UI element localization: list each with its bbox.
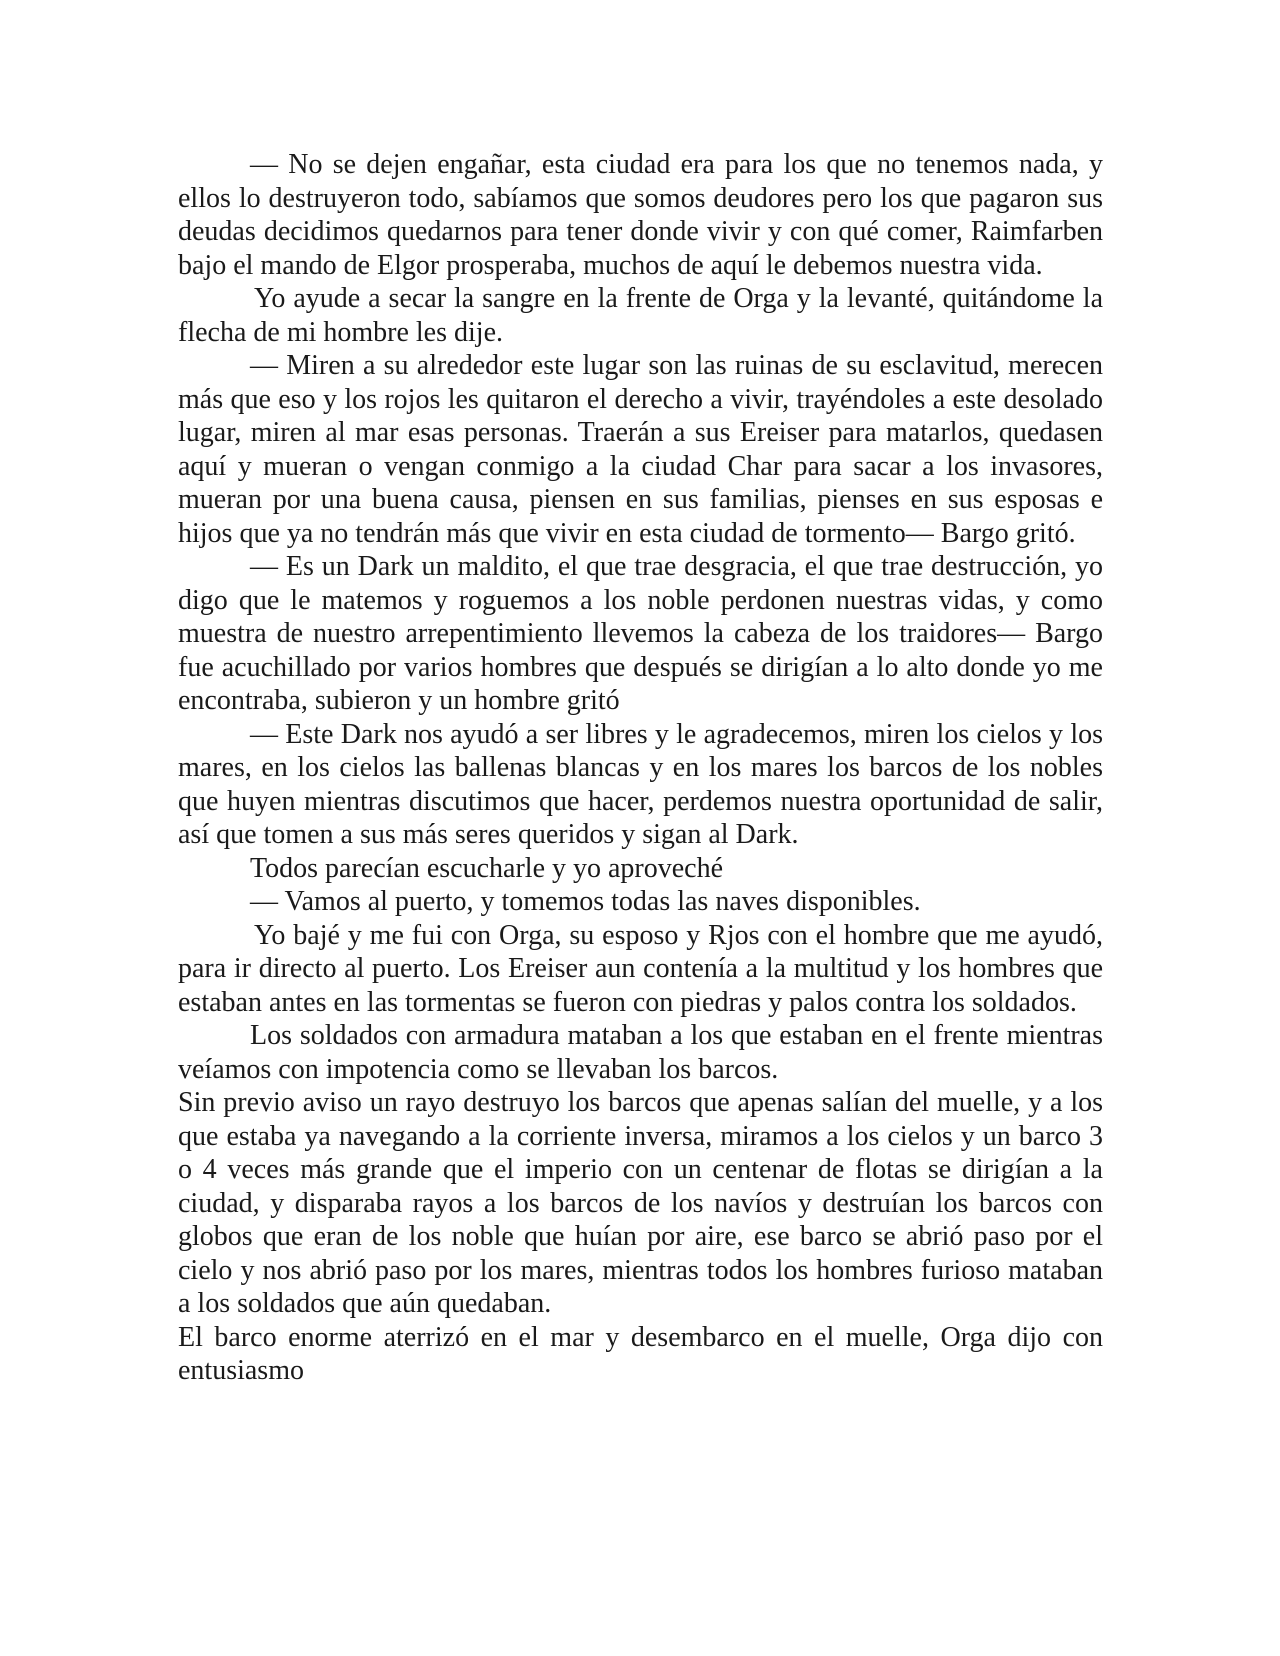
paragraph-5: — Este Dark nos ayudó a ser libres y le agradecemos, miren los cielos y los mares, en los cielos las ballenas blancas y en los mares los barcos de los nobles que huyen mientras discutimos que hacer, perdemos nuestra oportunidad de salir, así que tomen a sus más seres queridos y sigan al Dark. (178, 718, 1103, 850)
document-page (178, 148, 1103, 1388)
paragraph-2: Yo ayude a secar la sangre en la frente de Orga y la levanté, quitándome la flecha de mi hombre les dije. (178, 283, 1103, 348)
paragraph-11: El barco enorme aterrizó en el mar y desembarco en el muelle, Orga dijo con entusiasmo (178, 1321, 1103, 1386)
paragraph-9: Los soldados con armadura mataban a los que estaban en el frente mientras veíamos con impotencia como se llevaban los barcos. (178, 1020, 1103, 1085)
paragraph-3: — Miren a su alrededor este lugar son las ruinas de su esclavitud, merecen más que eso y los rojos les quitaron el derecho a vivir, trayéndoles a este desolado lugar, miren al mar esas personas. Traerán a sus Ereiser para matarlos, quedasen aquí y mueran o vengan conmigo a la ciudad Char para sacar a los invasores, mueran por una buena causa, piensen en sus familias, pienses en sus esposas e hijos que ya no tendrán más que vivir en esta ciudad de tormento— Bargo gritó. (178, 350, 1103, 549)
paragraph-6: Todos parecían escucharle y yo aproveché (250, 852, 724, 884)
paragraph-4: — Es un Dark un maldito, el que trae desgracia, el que trae destrucción, yo digo que le matemos y roguemos a los noble perdonen nuestras vidas, y como muestra de nuestro arrepentimiento llevemos la cabeza de los traidores— Bargo fue acuchillado por varios hombres que después se dirigían a lo alto donde yo me encontraba, subieron y un hombre gritó (178, 551, 1103, 716)
paragraph-10: Sin previo aviso un rayo destruyo los barcos que apenas salían del muelle, y a los que estaba ya navegando a la corriente inversa, miramos a los cielos y un barco 3 o 4 veces más grande que el imperio con un centenar de flotas se dirigían a la ciudad, y disparaba rayos a los barcos de los navíos y destruían los barcos con globos que eran de los noble que huían por aire, ese barco se abrió paso por el cielo y nos abrió paso por los mares, mientras todos los hombres furioso mataban a los soldados que aún quedaban. (178, 1087, 1103, 1319)
paragraph-1: — No se dejen engañar, esta ciudad era para los que no tenemos nada, y ellos lo destruyeron todo, sabíamos que somos deudores pero los que pagaron sus deudas decidimos quedarnos para tener donde vivir y con qué comer, Raimfarben bajo el mando de Elgor prosperaba, muchos de aquí le debemos nuestra vida. (178, 149, 1103, 281)
paragraph-8: Yo bajé y me fui con Orga, su esposo y Rjos con el hombre que me ayudó, para ir directo al puerto. Los Ereiser aun contenía a la multitud y los hombres que estaban antes en las tormentas se fueron con piedras y palos contra los soldados. (178, 919, 1103, 1018)
paragraph-7: — Vamos al puerto, y tomemos todas las naves disponibles. (250, 886, 921, 917)
